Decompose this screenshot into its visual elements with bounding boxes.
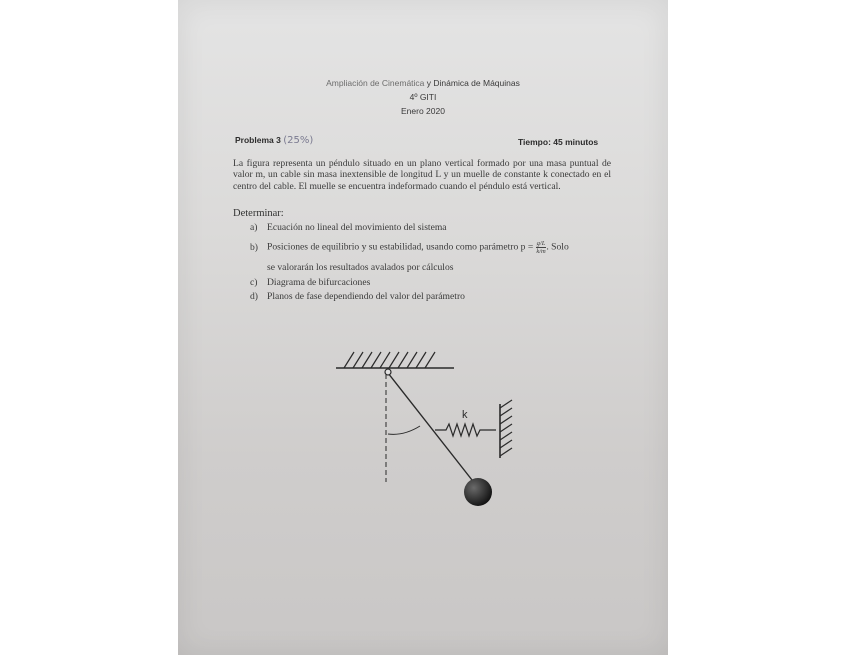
wall-hatching [500, 400, 512, 456]
task-c-text: Diagrama de bifurcaciones [267, 277, 371, 288]
fraction-denominator: k/m [536, 248, 546, 255]
pendulum-mass [464, 478, 492, 506]
angle-arc [388, 426, 420, 434]
ceiling-hatching [344, 352, 435, 368]
pendulum-figure [178, 0, 668, 655]
problem-number: Problema 3 [235, 135, 281, 145]
course-title-prefix: Ampliación de Cinemática [326, 78, 425, 88]
spring [435, 424, 496, 436]
task-c-label: c) [250, 277, 258, 288]
task-a-label: a) [250, 222, 258, 233]
task-b-text-after: . Solo [546, 241, 569, 253]
pendulum-cable [388, 373, 472, 480]
course-title-suffix: y Dinámica de Máquinas [424, 78, 520, 88]
task-b-label: b) [250, 241, 258, 253]
task-b-text: Posiciones de equilibrio y su estabilidad, usando como parámetro p = [267, 241, 534, 253]
task-a-text: Ecuación no lineal del movimiento del sistema [267, 222, 447, 233]
fraction-numerator: g/L [536, 240, 546, 247]
determine-label: Determinar: [233, 208, 284, 219]
problem-weight-handwritten: (25%) [283, 135, 314, 146]
problem-time: Tiempo: 45 minutos [518, 137, 599, 147]
exam-date: Enero 2020 [401, 106, 445, 116]
task-d-label: d) [250, 291, 258, 302]
course-group: 4º GITI [409, 92, 437, 102]
task-d-text: Planos de fase dependiendo del valor del parámetro [267, 291, 465, 302]
problem-statement: La figura representa un péndulo situado en un plano vertical formado por una masa puntual de valor m, un cable sin masa inextensible de longitud L y un muelle de constante k conectado en el centro del cable. El muelle se encuentra indeformado cuando el péndulo está vertical. [233, 158, 611, 192]
exam-sheet [178, 0, 668, 655]
task-b-continuation: se valorarán los resultados avalados por cálculos [267, 262, 454, 273]
spring-constant-label: k [462, 409, 468, 421]
pivot-joint [385, 369, 391, 375]
